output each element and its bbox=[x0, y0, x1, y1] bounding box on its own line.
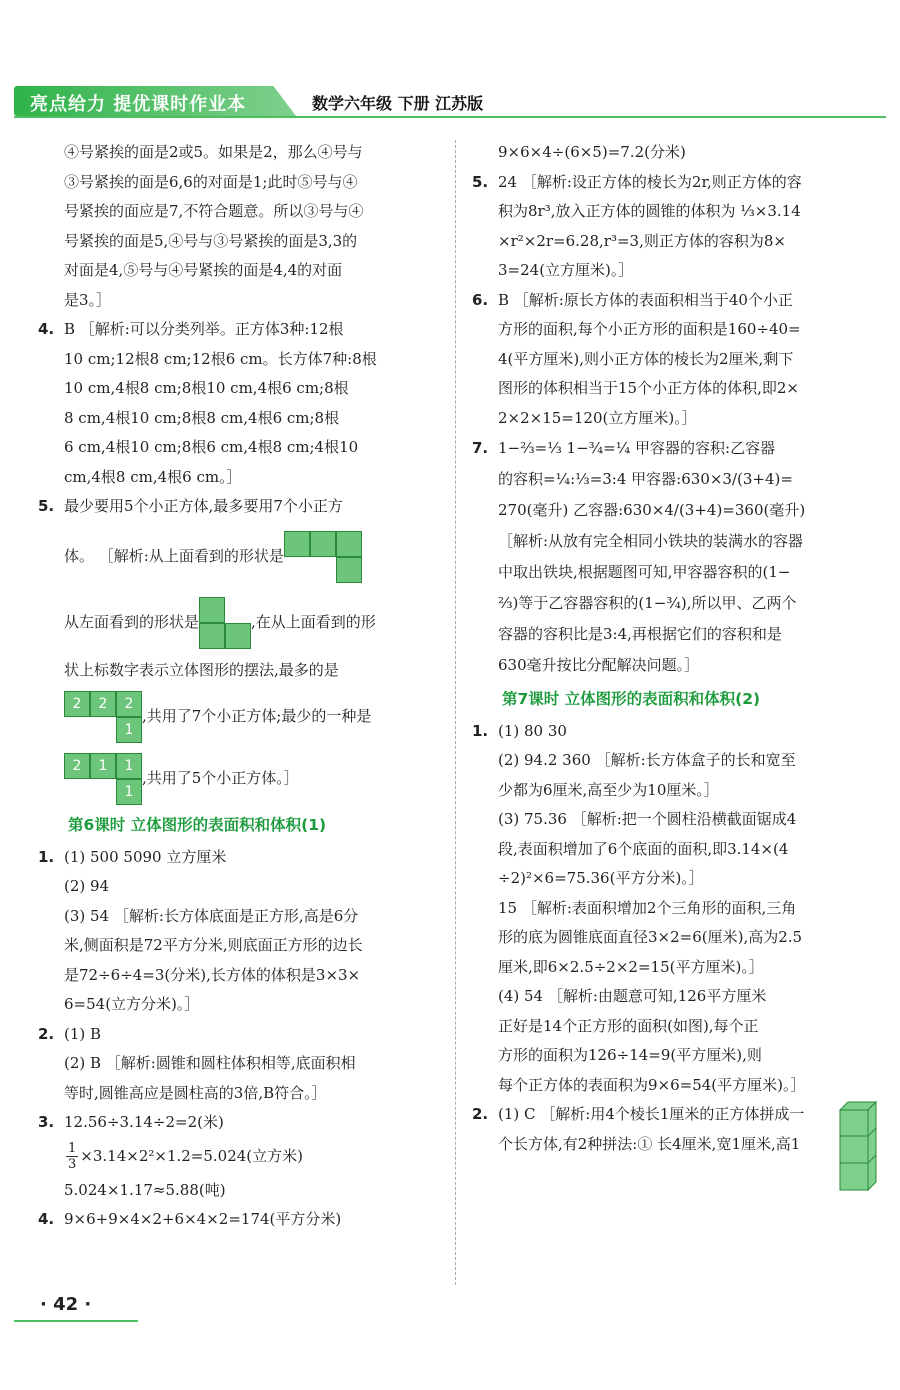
answer-text: 2×2×15=120(立方厘米)。］ bbox=[498, 408, 697, 427]
answer-text: 正好是14个正方形的面积(如图),每个正 bbox=[498, 1016, 759, 1035]
text-line: 10 cm;12根8 cm;12根6 cm。长方体7种:8根 bbox=[64, 349, 377, 368]
answer-line bbox=[38, 1049, 423, 1079]
text-line: 对面是4,⑤号与④号紧挨的面是4,4的对面 bbox=[64, 261, 343, 279]
text-line: 是3。］ bbox=[64, 290, 112, 309]
answer-text: 4(平方厘米),则小正方体的棱长为2厘米,剩下 bbox=[498, 349, 794, 368]
question-5-right bbox=[472, 168, 874, 286]
answer-line bbox=[472, 864, 874, 894]
q5-min-line bbox=[38, 751, 423, 807]
answer-text: 的容积=¼:⅓=3:4 甲容器:630×3/(3+4)= bbox=[498, 470, 793, 488]
text-line: 9×6×4÷(6×5)=7.2(分米) bbox=[498, 143, 686, 161]
answer-line bbox=[472, 286, 874, 316]
answer-text: (2) B ［解析:圆锥和圆柱体积相等,底面积相 bbox=[64, 1054, 356, 1072]
answer-text: 方形的面积为126÷14=9(平方厘米),则 bbox=[498, 1046, 762, 1064]
footer-rule bbox=[14, 1320, 138, 1322]
text-line: B ［解析:可以分类列举。正方体3种:12根 bbox=[64, 320, 344, 338]
answer-text: 15 ［解析:表面积增加2个三角形的面积,三角 bbox=[498, 898, 797, 917]
answer-text: (1) C ［解析:用4个棱长1厘米的正方体拼成一 bbox=[498, 1105, 805, 1123]
answer-line bbox=[472, 227, 874, 257]
q3-fraction-line bbox=[38, 1138, 423, 1176]
answer-text: 1−⅔=⅓ 1−¾=¼ 甲容器的容积:乙容器 bbox=[498, 439, 776, 457]
answer-line bbox=[472, 345, 874, 375]
answer-text: 少都为6厘米,高至少为10厘米。］ bbox=[498, 780, 719, 799]
answer-line bbox=[472, 1100, 874, 1130]
answer-text: 中取出铁块,根据题图可知,甲容器容积的(1− bbox=[498, 563, 791, 581]
answer-line bbox=[472, 923, 874, 953]
answer-line bbox=[472, 1071, 874, 1101]
answer-line bbox=[38, 931, 423, 961]
answer-line bbox=[472, 953, 874, 983]
answer-text: 12.56÷3.14÷2=2(米) bbox=[64, 1113, 224, 1131]
answer-line bbox=[472, 619, 874, 650]
answer-text: (1) 500 5090 立方厘米 bbox=[64, 847, 227, 866]
left-view-figure bbox=[199, 597, 251, 649]
answer-text: 每个正方体的表面积为9×6=54(平方厘米)。］ bbox=[498, 1075, 806, 1094]
question-number: 2. bbox=[38, 1024, 55, 1043]
answer-text: (4) 54 ［解析:由题意可知,126平方厘米 bbox=[498, 987, 767, 1005]
answer-text: (1) 80 30 bbox=[498, 721, 567, 740]
answer-text: 图形的体积相当于15个小正方体的体积,即2× bbox=[498, 379, 799, 397]
top-view-figure bbox=[284, 531, 362, 583]
text-line: ④号紧挨的面是2或5。如果是2，那么④号与 bbox=[64, 143, 363, 161]
column-divider bbox=[455, 140, 456, 1285]
q5-left-view-line bbox=[38, 594, 423, 652]
text-line: ×3.14×2²×1.2=5.024(立方米) bbox=[80, 1146, 304, 1165]
answer-text: (2) 94.2 360 ［解析:长方体盒子的长和宽至 bbox=[498, 751, 796, 769]
question-4 bbox=[38, 315, 423, 345]
answer-text: 6=54(立方分米)。］ bbox=[64, 995, 200, 1013]
header-rule bbox=[14, 116, 886, 118]
answer-line bbox=[472, 256, 874, 286]
answer-line bbox=[472, 835, 874, 865]
text-line: cm,4根8 cm,4根6 cm。］ bbox=[64, 467, 242, 486]
answer-line bbox=[472, 433, 874, 464]
section-heading-6: 第6课时 立体图形的表面积和体积(1) bbox=[68, 816, 327, 834]
q5-top-view-line bbox=[38, 528, 423, 586]
answer-line bbox=[38, 1020, 423, 1050]
text-line: 9×6+9×4×2+6×4×2=174(平方分米) bbox=[64, 1210, 342, 1228]
text-line: ,共用了5个小正方体。］ bbox=[142, 769, 299, 788]
text-line: 状上标数字表示立体图形的摆法,最多的是 bbox=[64, 660, 339, 679]
answer-line bbox=[472, 805, 874, 835]
section-heading-7: 第7课时 立体图形的表面积和体积(2) bbox=[502, 690, 761, 708]
answer-text: 米,侧面积是72平方分米,则底面正方形的边长 bbox=[64, 936, 363, 954]
text-line: 5.024×1.17≈5.88(吨) bbox=[64, 1180, 226, 1199]
answer-line bbox=[472, 404, 874, 434]
answer-text: (1) B bbox=[64, 1024, 102, 1043]
question-6-right bbox=[472, 286, 874, 434]
question-4b bbox=[38, 1205, 423, 1235]
answer-line bbox=[38, 961, 423, 991]
answer-text: 24 ［解析:设正方体的棱长为2r,则正方体的容 bbox=[498, 172, 802, 191]
answer-line bbox=[472, 1130, 874, 1160]
section-6-answers bbox=[38, 843, 423, 1138]
text-line: ,在从上面看到的形 bbox=[251, 612, 376, 631]
left-column bbox=[38, 138, 423, 1235]
answer-text: (3) 54 ［解析:长方体底面是正方形,高是6分 bbox=[64, 906, 359, 925]
answer-line bbox=[472, 1012, 874, 1042]
text-line: ,共用了7个小正方体;最少的一种是 bbox=[142, 707, 372, 726]
question-number: 7. bbox=[472, 439, 489, 457]
answer-text: ×r²×2r=6.28,r³=3,则正方体的容积为8× bbox=[498, 231, 786, 250]
answer-line bbox=[38, 902, 423, 932]
answer-line bbox=[38, 1079, 423, 1109]
answer-line bbox=[472, 526, 874, 557]
answer-text: (2) 94 bbox=[64, 877, 110, 895]
text-line: 8 cm,4根10 cm;8根8 cm,4根6 cm;8根 bbox=[64, 408, 340, 427]
answer-line bbox=[472, 168, 874, 198]
right-column bbox=[472, 138, 874, 1159]
question-number: 4. bbox=[38, 1210, 55, 1228]
answer-line bbox=[472, 557, 874, 588]
answer-line bbox=[472, 1041, 874, 1071]
answer-text: 630毫升按比分配解决问题。］ bbox=[498, 656, 700, 674]
text-line: 最少要用5个小正方体,最多要用7个小正方 bbox=[64, 497, 343, 515]
stacked-cubes-figure bbox=[838, 1100, 878, 1192]
question-number: 1. bbox=[472, 721, 489, 740]
answer-text: 方形的面积,每个小正方形的面积是160÷40= bbox=[498, 320, 801, 338]
header-book-title: 数学六年级 下册 江苏版 bbox=[312, 94, 484, 113]
question-number: 1. bbox=[38, 847, 55, 866]
answer-line bbox=[472, 464, 874, 495]
answer-text: 形的底为圆锥底面直径3×2=6(厘米),高为2.5 bbox=[498, 928, 803, 946]
question-number: 4. bbox=[38, 320, 55, 338]
answer-line bbox=[472, 197, 874, 227]
question-7-right bbox=[472, 433, 874, 681]
page-footer bbox=[14, 1292, 138, 1322]
question-number: 5. bbox=[472, 172, 489, 191]
answer-text: ÷2)²×6=75.36(平方分米)。］ bbox=[498, 869, 704, 887]
answer-line bbox=[472, 776, 874, 806]
answer-text: 是72÷6÷4=3(分米),长方体的体积是3×3× bbox=[64, 965, 361, 984]
answer-line bbox=[472, 894, 874, 924]
answer-line bbox=[472, 495, 874, 526]
answer-line bbox=[38, 1108, 423, 1138]
answer-text: 270(毫升) 乙容器:630×4/(3+4)=360(毫升) bbox=[498, 501, 806, 519]
answer-text: 段,表面积增加了6个底面的面积,即3.14×(4 bbox=[498, 839, 789, 858]
text-line: 从左面看到的形状是 bbox=[64, 612, 200, 631]
answer-line bbox=[38, 872, 423, 902]
q5-max-line bbox=[38, 689, 423, 745]
answer-text: 厘米,即6×2.5÷2×2=15(平方厘米)。］ bbox=[498, 957, 764, 976]
question-number: 3. bbox=[38, 1113, 55, 1131]
answer-line bbox=[472, 588, 874, 619]
text-line: 号紧挨的面是5,④号与③号紧挨的面是3,3的 bbox=[64, 231, 358, 250]
text-line: ③号紧挨的面是6,6的对面是1;此时⑤号与④ bbox=[64, 172, 358, 191]
answer-line bbox=[472, 982, 874, 1012]
answer-text: 容器的容积比是3:4,再根据它们的容积和是 bbox=[498, 625, 782, 643]
answer-line bbox=[38, 990, 423, 1020]
answer-line bbox=[472, 315, 874, 345]
answer-text: 积为8r³,放入正方体的圆锥的体积为 ⅓×3.14 bbox=[498, 202, 801, 220]
question-number: 6. bbox=[472, 290, 489, 309]
fraction-one-third: $\frac{1}{3}$ bbox=[68, 1141, 77, 1172]
section-7-answers bbox=[472, 717, 874, 1160]
page-header bbox=[14, 86, 886, 118]
question-number: 2. bbox=[472, 1105, 489, 1123]
text-line: 6 cm,4根10 cm;8根6 cm,4根8 cm;4根10 bbox=[64, 438, 359, 456]
text-line: 10 cm,4根8 cm;8根10 cm,4根6 cm;8根 bbox=[64, 379, 349, 397]
question-number: 5. bbox=[38, 497, 55, 515]
answer-text: 3=24(立方厘米)。］ bbox=[498, 261, 634, 279]
answer-line bbox=[472, 650, 874, 681]
answer-line bbox=[472, 746, 874, 776]
answer-text: 等时,圆锥高应是圆柱高的3倍,B符合。］ bbox=[64, 1083, 327, 1102]
text-line: 号紧挨的面应是7,不符合题意。所以③号与④ bbox=[64, 202, 364, 220]
answer-line bbox=[472, 374, 874, 404]
answer-text: ⅔)等于乙容器容积的(1−¾),所以甲、乙两个 bbox=[498, 594, 797, 612]
question-5 bbox=[38, 492, 423, 522]
answer-line bbox=[38, 843, 423, 873]
answer-text: (3) 75.36 ［解析:把一个圆柱沿横截面锯成4 bbox=[498, 810, 797, 828]
answer-line bbox=[472, 717, 874, 747]
page-number: · 42 · bbox=[40, 1294, 92, 1315]
answer-text: ［解析:从放有完全相同小铁块的装满水的容器 bbox=[498, 532, 804, 550]
min-arrangement-grid: 2 1 1 1 bbox=[64, 753, 142, 805]
answer-text: 个长方体,有2种拼法:① 长4厘米,宽1厘米,高1 bbox=[498, 1134, 801, 1153]
header-brand: 亮点给力 提优课时作业本 bbox=[30, 94, 247, 115]
answer-text: B ［解析:原长方体的表面积相当于40个小正 bbox=[498, 290, 793, 309]
max-arrangement-grid: 2 2 2 1 bbox=[64, 691, 142, 743]
text-line: 体。 ［解析:从上面看到的形状是 bbox=[64, 546, 284, 565]
